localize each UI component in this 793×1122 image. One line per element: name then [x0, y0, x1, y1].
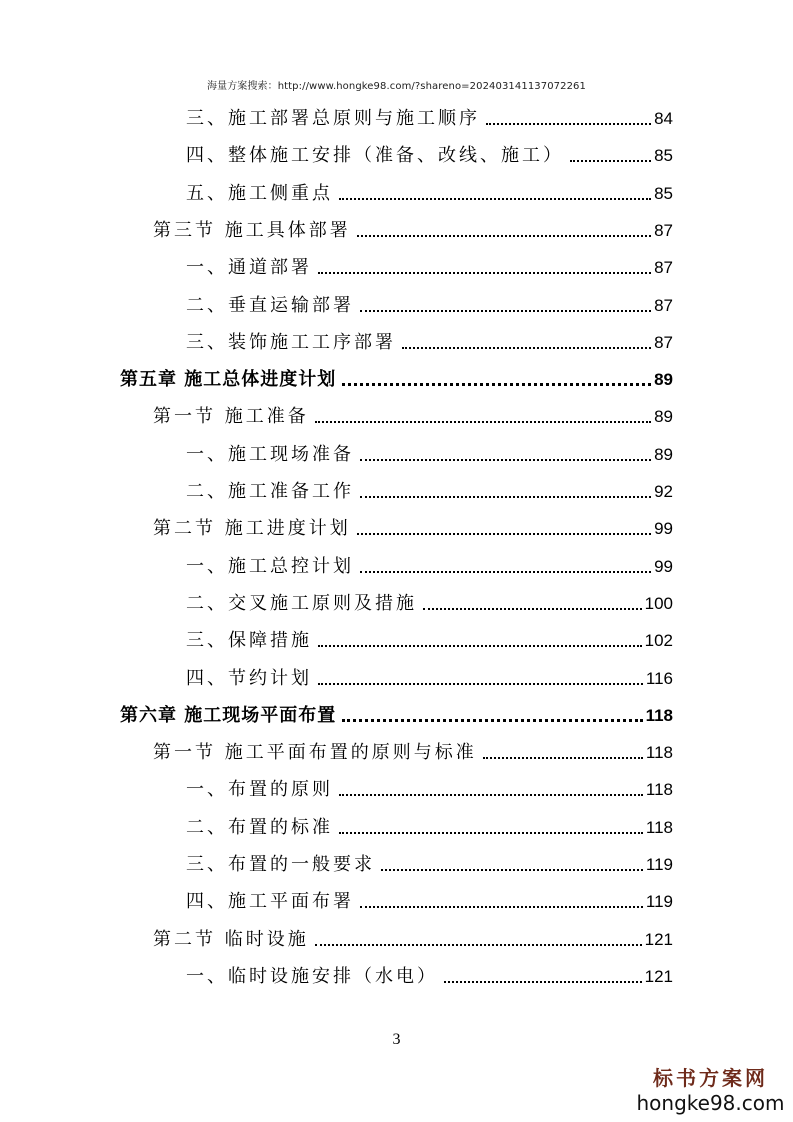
toc-subsection-entry[interactable]: [186, 138, 673, 168]
toc-dot-leader: [360, 571, 651, 573]
toc-subsection-entry[interactable]: [186, 474, 673, 504]
toc-entry-page: 116: [645, 668, 673, 688]
toc-dot-leader: [318, 645, 642, 647]
toc-dot-leader: [339, 794, 643, 796]
toc-section-entry[interactable]: [153, 735, 673, 765]
toc-subsection-entry[interactable]: [186, 810, 673, 840]
toc-entry-page: 118: [645, 743, 673, 763]
toc-dot-leader: [339, 198, 651, 200]
toc-subsection-entry[interactable]: [186, 288, 673, 318]
toc-entry-title: 第五章 施工总体进度计划: [120, 369, 337, 391]
toc-entry-page: 87: [654, 258, 673, 278]
toc-entry-page: 84: [654, 109, 673, 128]
toc-dot-leader: [381, 869, 643, 871]
header-search-url: 海量方案搜索：http://www.hongke98.com/?shareno=202403141137072261: [207, 81, 586, 92]
toc-dot-leader: [423, 608, 642, 610]
toc-entry-title: 四、节约计划: [186, 667, 312, 689]
toc-dot-leader: [444, 981, 642, 983]
toc-subsection-entry[interactable]: [186, 661, 673, 691]
toc-dot-leader: [483, 757, 643, 759]
toc-entry-page: 89: [654, 407, 673, 427]
toc-dot-leader: [342, 383, 651, 386]
toc-entry-page: 99: [654, 556, 673, 576]
toc-section-entry[interactable]: [153, 399, 673, 429]
toc-entry-page: 102: [644, 631, 673, 651]
toc-entry-page: 85: [654, 183, 673, 203]
toc-dot-leader: [342, 719, 642, 722]
toc-dot-leader: [360, 310, 651, 312]
toc-chapter-entry[interactable]: [120, 362, 673, 392]
toc-subsection-entry[interactable]: [186, 959, 673, 989]
toc-subsection-entry[interactable]: [186, 176, 673, 206]
watermark-domain: hongke98.com: [636, 1091, 785, 1115]
toc-dot-leader: [315, 421, 651, 423]
toc-entry-title: 一、通道部署: [186, 257, 312, 279]
toc-entry-page: 100: [644, 593, 673, 613]
page-number: 3: [392, 1031, 401, 1048]
toc-entry-title: 一、施工现场准备: [186, 443, 354, 465]
toc-entry-title: 三、施工部署总原则与施工顺序: [186, 108, 480, 129]
toc-dot-leader: [315, 944, 642, 946]
toc-chapter-entry[interactable]: [120, 698, 673, 728]
toc-entry-page: 92: [654, 482, 673, 501]
toc-section-entry[interactable]: [153, 511, 673, 541]
toc-dot-leader: [486, 123, 651, 125]
toc-entry-page: 118: [645, 817, 673, 837]
toc-subsection-entry[interactable]: [186, 586, 673, 616]
toc-entry-page: 89: [654, 444, 673, 464]
toc-entry-title: 第二节 临时设施: [153, 928, 309, 950]
toc-entry-title: 二、交叉施工原则及措施: [186, 592, 417, 614]
toc-subsection-entry[interactable]: [186, 847, 673, 877]
toc-dot-leader: [402, 347, 651, 349]
toc-subsection-entry[interactable]: [186, 325, 673, 355]
toc-dot-leader: [318, 683, 643, 685]
toc-dot-leader: [357, 235, 651, 237]
watermark-logo: [628, 1066, 793, 1116]
toc-entry-title: 一、临时设施安排（水电）: [186, 965, 438, 987]
toc-entry-page: 121: [644, 966, 673, 986]
toc-entry-title: 四、整体施工安排（准备、改线、施工）: [186, 145, 564, 167]
toc-entry-page: 85: [654, 146, 673, 166]
toc-entry-page: 118: [645, 705, 673, 725]
toc-subsection-entry[interactable]: [186, 549, 673, 579]
toc-section-entry[interactable]: [153, 922, 673, 952]
toc-entry-title: 第三节 施工具体部署: [153, 219, 351, 241]
toc-entry-page: 89: [654, 370, 673, 390]
toc-entry-title: 一、布置的原则: [186, 779, 333, 801]
toc-entry-page: 118: [645, 780, 673, 800]
toc-entry-title: 五、施工侧重点: [186, 182, 333, 204]
toc-entry-title: 三、保障措施: [186, 630, 312, 652]
toc-entry-title: 第六章 施工现场平面布置: [120, 704, 337, 726]
toc-entry-title: 二、布置的标准: [186, 816, 333, 838]
toc-entry-title: 二、垂直运输部署: [186, 294, 354, 316]
toc-subsection-entry[interactable]: [186, 772, 673, 802]
toc-dot-leader: [360, 906, 643, 908]
toc-entry-page: 119: [645, 892, 673, 912]
toc-entry-page: 119: [645, 855, 673, 874]
toc-entry-title: 三、装饰施工工序部署: [186, 331, 396, 353]
toc-dot-leader: [570, 160, 651, 162]
toc-dot-leader: [339, 832, 643, 834]
toc-entry-page: 121: [644, 929, 673, 949]
toc-dot-leader: [318, 272, 651, 274]
toc-entry-title: 第一节 施工准备: [153, 406, 309, 428]
toc-entry-title: 一、施工总控计划: [186, 555, 354, 577]
toc-subsection-entry[interactable]: [186, 101, 673, 131]
toc-subsection-entry[interactable]: [186, 250, 673, 280]
toc-entry-title: 二、施工准备工作: [186, 481, 354, 502]
toc-subsection-entry[interactable]: [186, 437, 673, 467]
toc-dot-leader: [360, 459, 651, 461]
toc-entry-page: 87: [654, 332, 673, 352]
toc-entry-page: 87: [654, 220, 673, 240]
toc-entry-title: 三、布置的一般要求: [186, 854, 375, 875]
toc-entry-page: 87: [654, 295, 673, 315]
toc-section-entry[interactable]: [153, 213, 673, 243]
toc-subsection-entry[interactable]: [186, 884, 673, 914]
toc-dot-leader: [360, 496, 651, 498]
toc-entry-title: 第二节 施工进度计划: [153, 518, 351, 540]
toc-entry-page: 99: [654, 519, 673, 539]
toc-subsection-entry[interactable]: [186, 623, 673, 653]
toc-dot-leader: [357, 533, 651, 535]
toc-entry-title: 四、施工平面布署: [186, 891, 354, 913]
toc-entry-title: 第一节 施工平面布置的原则与标准: [153, 742, 477, 764]
watermark-name: 标书方案网: [653, 1066, 768, 1090]
